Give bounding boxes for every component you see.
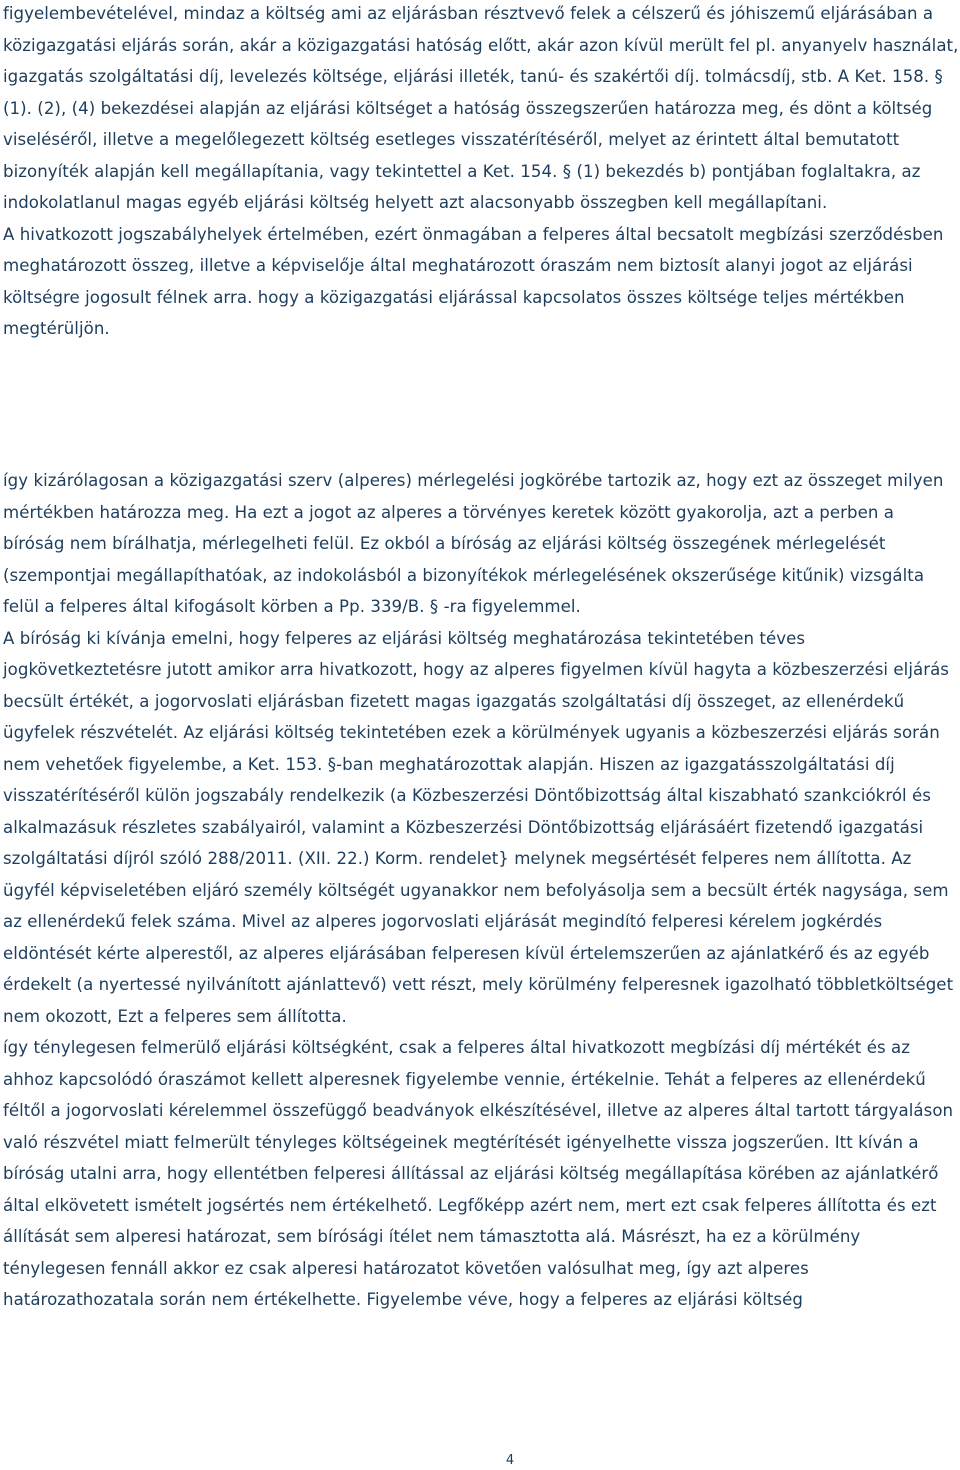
paragraph-court-emphasis: A bíróság ki kívánja emelni, hogy felperes az eljárási költség meghatározása tekintetében téves jogkövetkeztetésre jutott amikor arra hivatkozott, hogy az alperes figyelmen kívül hagyta a közbeszerzési eljárás becsült értékét, a jogorvoslati eljárásban fizetett magas igazgatás szolgáltatási díj összeget, az ellenérdekű ügyfelek részvételét. Az eljárási költség tekintetében ezek a körülmények ugyanis a közbeszerzési eljárás során nem vehetőek figyelembe, a Ket. 153. §-ban meghatározottak alapján. Hiszen az igazgatásszolgáltatási díj visszatérítéséről külön jogszabály rendelkezik (a Közbeszerzési Döntőbizottság által kiszabható szankciókról és alkalmazásuk részletes szabályairól, valamint a Közbeszerzési Döntőbizottság eljárásáért fizetendő igazgatási szolgáltatási díjról szóló 288/2011. (XII. 22.) Korm. rendelet} melynek megsértését felperes nem állította. Az ügyfél képviseletében eljáró személy költségét ugyanakkor nem befolyásolja sem a becsült érték nagysága, sem az ellenérdekű felek száma. Mivel az alperes jogorvoslati eljárását megindító felperesi kérelem jogkérdés eldöntését kérte alperestől, az alperes eljárásában felperesen kívül értelemszerűen az ajánlatkérő és az egyéb érdekelt (a nyertessé nyilvánított ajánlattevő) vett részt, mely körülmény felperesnek igazolható többletköltséget nem okozott, Ezt a felperes sem állította.: [3, 628, 954, 1026]
paragraph-actual-costs: így ténylegesen felmerülő eljárási költségként, csak a felperes által hivatkozott megbízási díj mértékét és az ahhoz kapcsolódó óraszámot kellett alperesnek figyelembe vennie, értékelnie. Tehát a felperes az ellenérdekű féltől a jogorvoslati kérelemmel összefüggő beadványok elkészítésével, illetve az alperes által tartott tárgyaláson való részvétel miatt felmerült tényleges költségeinek megtérítését igényelhette vissza jogszerűen. Itt kíván a bíróság utalni arra, hogy ellentétben felperesi állítással az eljárási költség megállapítása körében az ajánlatkérő által elkövetett ismételt jogsértés nem értékelhető. Legfőképp azért nem, mert ezt csak felperes állította és ezt állítását sem alperesi határozat, sem bírósági ítélet nem támasztotta alá. Másrészt, ha ez a körülmény ténylegesen fennáll akkor ez csak alperesi határozatot követően valósulhat meg, így azt alperes határozathozatala során nem értékelhette. Figyelembe véve, hogy a felperes az eljárási költség: [3, 1038, 954, 1309]
paragraph-discretion: így kizárólagosan a közigazgatási szerv (alperes) mérlegelési jogkörébe tartozik az, hogy ezt az összeget milyen mértékben határozza meg. Ha ezt a jogot az alperes a törvényes keretek között gyakorolja, azt a perben a bíróság nem bírálhatja, mérlegelheti felül. Ez okból a bíróság az eljárási költség összegének mérlegelését (szempontjai megállapíthatóak, az indokolásból a bizonyítékok mérlegelésének okszerűsége kitűnik) vizsgálta felül a felperes által kifogásolt körben a Pp. 339/B. § -ra figyelemmel.: [3, 471, 944, 616]
text-block-main: [3, 465, 960, 1316]
paragraph-cited-provisions: A hivatkozott jogszabályhelyek értelmében, ezért önmagában a felperes által becsatolt megbízási szerződésben meghatározott összeg, illetve a képviselője által meghatározott óraszám nem biztosít alanyi jogot az eljárási költségre jogosult félnek arra. hogy a közigazgatási eljárással kapcsolatos összes költsége teljes mértékben megtérüljön.: [3, 224, 944, 338]
text-block-top: [3, 0, 960, 345]
paragraph-cost-definition: figyelembevételével, mindaz a költség ami az eljárásban résztvevő felek a célszerű és jóhiszemű eljárásában a közigazgatási eljárás során, akár a közigazgatási hatóság előtt, akár azon kívül merült fel pl. anyanyelv használat, igazgatás szolgáltatási díj, levelezés költsége, eljárási illeték, tanú- és szakértői díj. tolmácsdíj, stb. A Ket. 158. § (1). (2), (4) bekezdései alapján az eljárási költséget a hatóság összegszerűen határozza meg, és dönt a költség viseléséről, illetve a megelőlegezett költség esetleges visszatérítéséről, melyet az érintett által bemutatott bizonyíték alapján kell megállapítania, vagy tekintettel a Ket. 154. § (1) bekezdés b) pontjában foglaltakra, az indokolatlanul magas egyéb eljárási költség helyett azt alacsonyabb összegben kell megállapítani.: [3, 4, 959, 212]
page-number: 4: [505, 1453, 515, 1468]
